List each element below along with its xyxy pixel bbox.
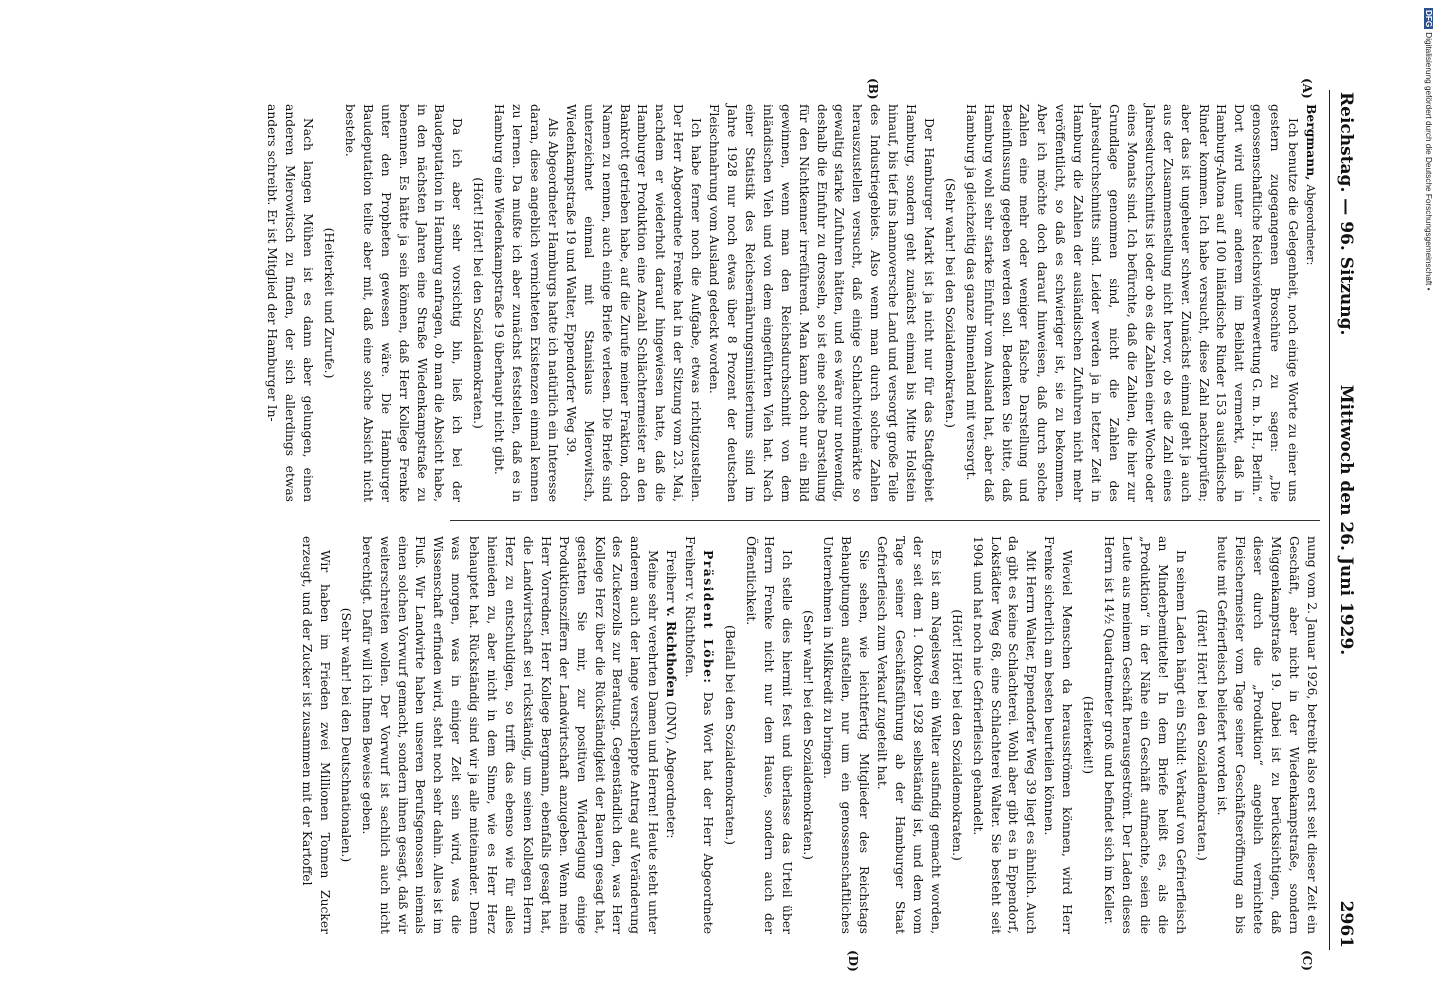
paragraph: Ich habe ferner noch die Aufgabe, etwas richtigzustellen. Der Herr Abgeordnete Frenke hat in der Sitzung vom 23. Mai, nachdem er wiederholt darauf hingewiesen hatte, daß die Hamburger Produktion eine Anzahl Schlächtermeister an den Bankrott getrieben habe, auf die Zurufe meiner Fraktion, doch Namen zu nennen, auch einige Briefe verlesen. Die Briefe sind unterzeichnet einmal mit Stanislaus Mierowitsch, Wiedenkampstraße 19 und Walter, Eppendorfer Weg 39. <box>563 104 704 502</box>
interjection: (Hört! Hört! bei den Sozialdemokraten.) <box>949 609 964 861</box>
president-text: Das Wort hat der Herr Abgeordnete Freiherr v. Richthofen. <box>683 536 715 934</box>
paragraph: Wieviel Menschen da herausströmen können, wird Herr Frenke sicherlich am besten beurteilen können. <box>1042 536 1075 934</box>
column-divider <box>450 520 1320 521</box>
paragraph: Meine sehr verehrten Damen und Herren! Heute steht unter anderem auch der lange verschleppte Antrag auf Veränderung des Zuckerzolls zur Beratung. Gegenständlich den, was Herr Kollege Herz über die Rückständigkeit der Bauern gesagt hat, gestatten Sie mir, zur positiven Widerlegung einige Produktionsziffern der Landwirtschaft anzugeben. Wenn mein Herr Vorredner, Herr Kollege Bergmann, ebenfalls gesagt hat, die Landwirtschaft sei rückständig, um seinen Kollegen Herrn Herz zu entschuldigen, so trifft das ebenso wie für alles hienieden zu, aber nicht in dem Sinne, wie es Herr Herz behauptet hat. Rückständig sind wir ja alle miteinander. Denn was morgen, was in einiger Zeit sein wird, was die Wissenschaft erfinden wird, steht noch sehr dahin. Alles ist im Fluß. Wir Landwirte haben unseren Berufsgenossen niemals einen solchen Vorwurf gemacht, sondern ihnen gesagt, daß wir weiterschreiten wollen. Der Vorwurf ist sachlich auch nicht berechtigt. Dafür will ich Ihnen Beweise geben. <box>359 536 661 934</box>
paragraph: Sie sehen, wie leichtfertig Mitglieder des Reichstags Behauptungen aufstellen, nur um ein genossenschaftliches Unternehmen in Mißkredit zu bringen. <box>821 536 872 934</box>
rotated-page <box>75 78 1360 972</box>
paragraph: Ich benutze die Gelegenheit, noch einige Worte zu einer uns gestern zugegangenen Broschüre zu sagen: „Die genossenschaftliche Reichsviehverwertung G. m. b. H., Berlin.“ Dort wird unter anderem im Beiblatt vermerkt, daß in Hamburg-Altona auf 100 inländische Rinder 153 ausländische Rinder kommen. Ich habe versucht, diese Zahl nachzuprüfen; aber das ist ungeheuer schwer. Zunächst einmal geht ja auch aus der Zusammenstellung nicht hervor, ob es die Zahl eines Jahresdurchschnitts ist oder ob es die Zahlen einer Woche oder eines Monats sind. Ich befürchte, daß die Zahlen, die hier zur Grundlage genommen sind, nicht die Zahlen des Jahresdurchschnitts sind. Leider werden ja in letzter Zeit in Hamburg die Zahlen der ausländischen Zufuhren nicht mehr veröffentlicht, so daß es schwieriger ist, sie zu bekommen. Aber ich möchte doch darauf hinweisen, daß durch solche Zahlen eine mehr oder weniger falsche Darstellung und Beeinflussung gegeben werden soll. Bedenken Sie bitte, daß Hamburg wohl sehr starke Einfuhr vom Ausland hat, aber daß Hamburg ja gleichzeitig das ganze Binnenland mit versorgt. <box>963 104 1301 502</box>
digitization-line <box>1424 8 1433 290</box>
header-session: Reichstag. — 96. Sitzung. <box>1336 92 1356 336</box>
interjection: (Sehr wahr! bei den Sozialdemokraten.) <box>942 178 957 428</box>
margin-marker-b: (B) <box>866 78 880 100</box>
paragraph: Da ich aber sehr vorsichtig bin, ließ ich bei der Baudeputation in Hamburg anfragen, ob man die Absicht habe, in den nächsten Jahren eine Straße Wiedenkampstraße zu benennen. Es hätte ja sein können, daß Herr Kollege Frenke unter den Propheten gewesen wäre. Die Hamburger Baudeputation teilte aber mit, daß eine solche Absicht nicht bestehe. <box>342 104 465 502</box>
speaker-title: Freiherr <box>664 550 679 603</box>
president-line <box>680 536 717 934</box>
paragraph: Wir haben im Frieden zwei Millionen Tonnen Zucker erzeugt, und der Zucker ist zusammen mit der Kartoffel <box>300 536 332 934</box>
left-column <box>262 104 1320 502</box>
speaker-name: v. Richthofen <box>664 606 680 698</box>
speaker-line <box>1301 104 1320 502</box>
interjection: (Hört! Hört! bei den Sozialdemokraten.) <box>471 177 486 429</box>
interjection: (Heiterkeit und Zurufe.) <box>322 227 337 379</box>
right-column <box>297 536 1320 934</box>
speaker-role: (DNV), Abgeordneter: <box>664 701 679 839</box>
interjection: (Sehr wahr! bei den Deutschnationalen.) <box>338 607 353 863</box>
margin-marker-a: (A) <box>1300 78 1314 99</box>
paragraph: Mit Herrn Walter, Eppendorfer Weg 39 liegt es ähnlich. Auch da gibt es keine Schlachterei. Wohl aber gibt es in Eppendorf, Lokstädter Weg 68, eine Schlachterei Walter. Sie besteht seit 1904 und hat noch nie Gefrierfleisch gehandelt. <box>970 536 1039 934</box>
paragraph: nung vom 2. Januar 1926, betreibt also erst seit dieser Zeit ein Geschäft, aber nicht in der Wiedenkampstraße, sondern Müggenkampstraße 19. Dabei ist zu berücksichtigen, daß dieser durch die „Produktion“ angeblich vernichtete Fleischermeister vom Tage seiner Geschäftseröffnung an bis heute mit Gefrierfleisch beliefert worden ist. <box>1215 536 1319 934</box>
paragraph: In seinem Laden hängt ein Schild: Verkauf von Gefrierfleisch an Minderbemittelte! In dem Briefe heißt es, als die „Produktion“ in der Nähe ein Geschäft aufmachte, seien die Leute aus meinem Geschäft herausgeströmt. Der Laden dieses Herrn ist 14½ Quadratmeter groß und befindet sich im Keller. <box>1102 536 1188 934</box>
speaker-name: Bergmann, <box>1304 104 1319 181</box>
paragraph: Als Abgeordneter Hamburgs hatte ich natürlich ein Interesse daran, diese angeblich vernichteten Existenzen einmal kennen zu lernen. Da mußte ich aber zunächst feststellen, daß es in Hamburg eine Wiedenkampstraße 19 überhaupt nicht gibt. <box>492 104 560 502</box>
paragraph: Es ist am Nagelsweg ein Walter ausfindig gemacht worden, der seit dem 1. Oktober 1928 selbständig ist, und dem vom Tage seiner Geschäftsführung ab der Hamburger Staat Gefrierfleisch zum Verkauf zugeteilt hat. <box>875 536 943 934</box>
speaker-line <box>661 536 680 934</box>
header-date: Mittwoch den 26. Juni 1929. <box>1336 384 1356 656</box>
paragraph: Ich stelle dies hiermit fest und überlasse das Urteil über Herrn Frenke nicht nur dem Hause, sondern auch der Öffentlichkeit. <box>743 536 794 934</box>
paragraph: Nach langen Mühen ist es dann aber gelungen, einen anderen Mierowitsch zu finden, der sich allerdings etwas anders schreibt. Er ist Mitglied der Hamburger In- <box>265 104 316 502</box>
interjection: (Sehr wahr! bei den Sozialdemokraten.) <box>800 610 815 860</box>
page-header <box>1329 90 1360 950</box>
paragraph: Der Hamburger Markt ist ja nicht nur für das Stadtgebiet Hamburg, sondern geht zunächst einmal bis Mitte Holstein hinauf, bis tief ins hannoversche Land und versorgt große Teile des Industriegebiets. Also wenn man durch solche Zahlen herauszustellen versucht, daß einige Schlachtviehmärkte so gewaltig starke Zufuhren hätten, und es wäre nur notwendig, deshalb die Einfuhr zu drosseln, so ist eine solche Darstellung für den Nichtkenner irreführend. Man kann doch nur ein Bild gewinnen, wenn man den Reichsdurchschnitt von dem inländischen Vieh und von dem eingeführten Vieh hat. Nach einer Statistik des Reichsernährungsministeriums sind im Jahre 1928 nur noch etwas über 8 Prozent der deutschen Fleischnahrung vom Ausland gedeckt worden. <box>707 104 936 502</box>
dfg-badge: DFG <box>1424 10 1433 28</box>
page-number: 2961 <box>1336 900 1356 948</box>
margin-marker-d: (D) <box>846 950 860 972</box>
interjection: (Heiterkeit!) <box>1081 695 1096 775</box>
interjection: (Beifall bei den Sozialdemokraten.) <box>722 625 737 845</box>
interjection: (Hört! Hört! bei den Sozialdemokraten.) <box>1194 609 1209 861</box>
margin-marker-c: (C) <box>1300 950 1314 971</box>
digitization-text: Digitalisierung gefördert durch die Deutsche Forschungsgemeinschaft • <box>1424 32 1433 291</box>
speaker-role: Abgeordneter: <box>1304 184 1317 266</box>
president-name: Präsident Löbe: <box>701 550 716 685</box>
digitization-note <box>1421 8 1431 992</box>
